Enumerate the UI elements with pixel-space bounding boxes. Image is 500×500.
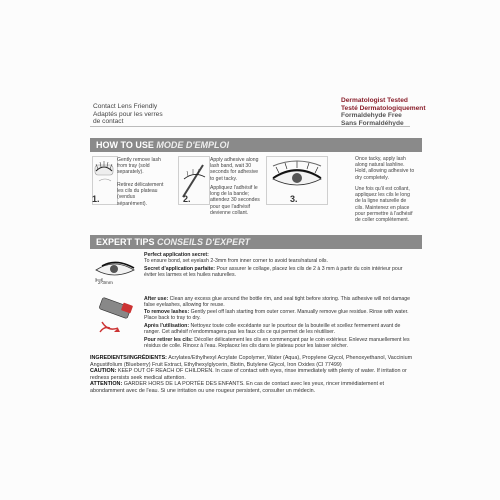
header-right-red: Testé Dermatologiquement — [341, 104, 426, 112]
header-divider — [90, 126, 410, 127]
step-3-text-fr: Une fois qu'il est collant, appliquez les cils le long de la ligne naturelle de cils. Maintenez en place pour permettre à l'adhésif de coller complètement. — [355, 186, 413, 224]
caution-body: KEEP OUT OF REACH OF CHILDREN. In case of contact with eyes, rinse immediately with plenty of water. If irritation or redness persists seek medical attention. — [90, 368, 407, 381]
caution-heading: CAUTION: — [90, 368, 117, 375]
after-use-body-fr: Nettoyez toute colle excédante sur le pourtour de la bouteille et scellez fermement avant de ranger. Cet adhésif n'endommagera pas les faux cils ce qui permet de les réutiliser. — [144, 323, 401, 336]
conseils-expert-title: CONSEILS D'EXPERT — [157, 237, 251, 247]
step-3-number: 3. — [290, 194, 298, 204]
expert-tips-title: EXPERT TIPS — [96, 237, 155, 247]
header-right-sub: Sans Formaldéhyde — [341, 119, 404, 127]
step-2-text-en: Apply adhesive along lash band, wait 30 seconds for adhesive to get tacky. — [210, 157, 259, 182]
contact-lens-friendly-block — [93, 103, 163, 126]
step-2-number: 2. — [183, 194, 191, 204]
header-left-line: Contact Lens Friendly — [93, 103, 158, 110]
step-3-text-en: Once tacky, apply lash along natural lashline. Hold, allowing adhesive to dry completely. — [355, 156, 415, 181]
secret-heading-fr: Secret d'application parfaite: — [144, 266, 215, 272]
remove-block-fr — [144, 337, 414, 350]
remove-heading-fr: Pour retirer les cils: — [144, 337, 193, 343]
after-use-body: Clean any excess glue around the bottle rim, and seal tight before storing. This adhesive will not damage false eyelashes, allowing for reuse. — [144, 296, 411, 309]
how-to-use-band — [90, 138, 422, 152]
measure-label: 2-3mm — [98, 281, 113, 286]
remove-heading: To remove lashes: — [144, 309, 190, 315]
step-1-number: 1. — [92, 194, 100, 204]
adhesive-bottle-diagram — [92, 296, 138, 340]
secret-block-fr — [144, 266, 414, 279]
step-2-text-fr: Appliquez l'adhésif le long de la bande; attendez 30 secondes pour que l'adhésif devienne collant. — [210, 185, 260, 216]
dermatologist-block — [341, 97, 426, 127]
after-use-block-fr — [144, 323, 414, 336]
ingredients-body: Acrylates/Ethylhexyl Acrylate Copolymer, Water (Aqua), Propylene Glycol, Phenoxyethanol, Vaccinium Angustifolium (Blueberry) Fruit Extract, Ethylhexylglycerin, Biotin, Butylene Glycol, Iron Oxides (CI 77499) — [90, 355, 413, 368]
glue-bottle-icon — [92, 296, 138, 340]
mode-emploi-title: MODE D'EMPLOI — [156, 140, 230, 150]
secret-body-fr: Pour assurer le collage, placez les cils de 2 à 3 mm à partir du coin intérieur pour éviter les larmes et les huiles naturelles. — [144, 266, 403, 279]
attention-heading: ATTENTION: — [90, 381, 123, 388]
header-right-sub: Formaldehyde Free — [341, 112, 402, 120]
how-to-use-title: HOW TO USE — [96, 140, 154, 150]
expert-tips-band — [90, 235, 422, 249]
step-1-text-fr: Retirez délicatement les cils du plateau (vendus séparément). — [117, 182, 164, 207]
header-left-line: de contact — [93, 118, 124, 126]
ingredients-block — [90, 355, 414, 395]
header-right-red: Dermatologist Tested — [341, 97, 408, 104]
remove-body-fr: Décoller délicatement les cils en commençant par le coin extérieur. Enlevez manuellement les résidus de colle. Rincez à l'eau. Replacez les cils dans le plateau pour les laisser sécher. — [144, 337, 410, 350]
after-use-heading-fr: Après l'utilisation: — [144, 323, 190, 329]
attention-body: GARDER HORS DE LA PORTÉE DES ENFANTS. En cas de contact avec les yeux, rincer immédiatement et abondamment avec de l'eau. Si une irritation ou une rougeur persistent, consulter un médecin. — [90, 381, 384, 394]
step-1-text-en: Gently remove lash from tray (sold separately). — [117, 157, 161, 176]
remove-block — [144, 309, 414, 322]
header-left-line: Adaptés pour les verres — [93, 110, 163, 118]
after-use-block — [144, 296, 414, 309]
secret-body: To ensure bond, set eyelash 2-3mm from inner corner to avoid tears/natural oils. — [144, 258, 328, 265]
secret-heading: Perfect application secret: — [144, 252, 209, 258]
remove-body: Gently peel off lash starting from outer corner. Manually remove glue residue. Rinse with water. Place back to tray to dry. — [144, 309, 409, 322]
after-use-heading: After use: — [144, 296, 169, 302]
ingredients-heading: INGREDIENTS/INGRÉDIENTS: — [90, 355, 167, 361]
secret-block — [144, 252, 414, 265]
